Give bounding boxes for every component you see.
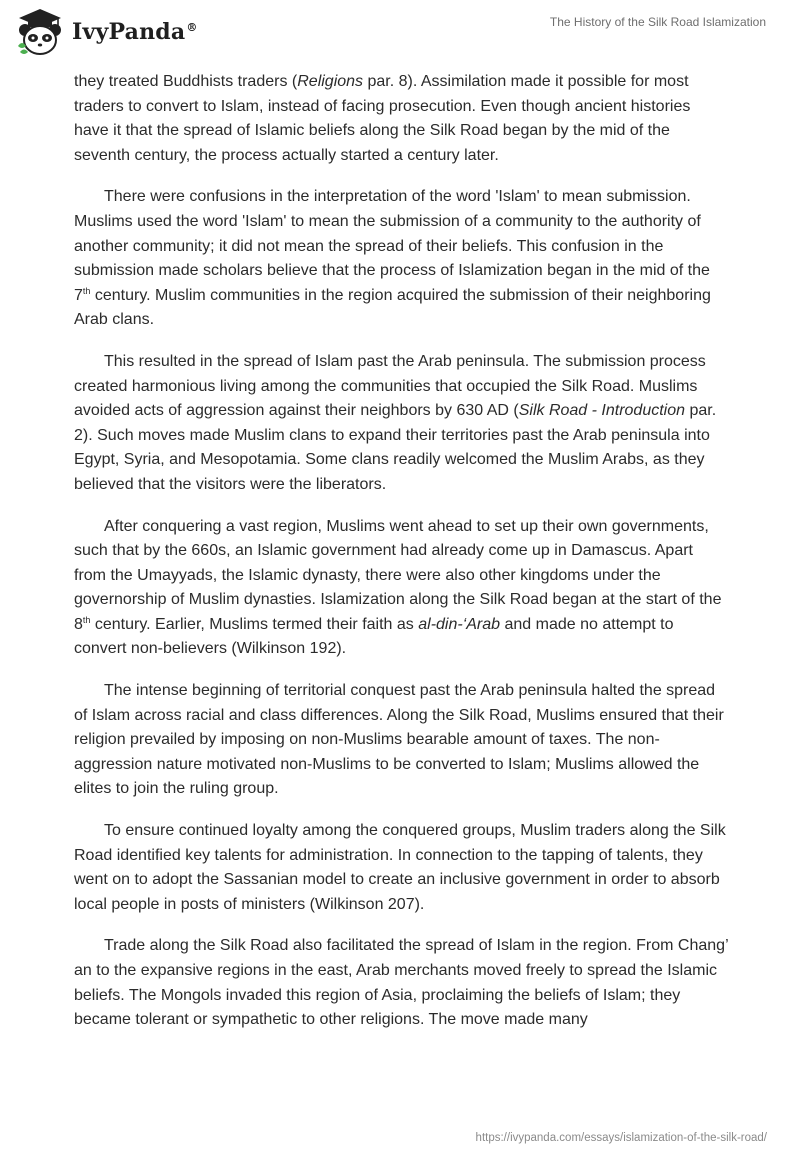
body-paragraph [74,515,729,663]
paragraph-text: and made no attempt to convert non-believers (Wilkinson 192). [74,615,674,658]
logo-text: IvyPanda® [72,19,198,45]
ordinal-superscript: th [82,614,91,625]
document-title: The History of the Silk Road Islamization [549,15,766,29]
body-paragraph [74,70,729,168]
body-paragraph [74,819,729,917]
body-paragraph [74,350,729,498]
italic-citation: al-din-‘Arab [418,615,501,633]
body-paragraph [74,185,729,333]
paragraph-text: There were confusions in the interpretation of the word 'Islam' to mean submission. Muslims used the word 'Islam' to mean the submission of a community to the authority of another community; it did not mean the spread of their beliefs. This confusion in the submission made scholars believe that the process of Islamization began in the mid of the 7 [74,188,710,304]
italic-citation: Silk Road - Introduction [518,402,686,420]
body-paragraph [74,679,729,802]
paragraph-text: The intense beginning of territorial conquest past the Arab peninsula halted the spread of Islam across racial and class differences. Along the Silk Road, Muslims ensured that their religion prevailed by imposing on non-Muslims bearable amount of taxes. The non-aggression nature motivated non-Muslims to be converted to Islam; Muslims allowed the elites to join the ruling group. [74,682,724,798]
paragraph-text: After conquering a vast region, Muslims went ahead to set up their own governments, such that by the 660s, an Islamic government had already come up in Damascus. Apart from the Umayyads, the Islamic dynasty, there were also other kingdoms under the governorship of Muslim dynasties. Islamization along the Silk Road began at the start of the 8 [74,517,722,633]
paragraph-text: To ensure continued loyalty among the conquered groups, Muslim traders along the Silk Road identified key talents for administration. In connection to the tapping of talents, they went on to adopt the Sassanian model to create an inclusive government in order to absorb local people in posts of ministers (Wilkinson 207). [74,822,726,913]
paragraph-text: they treated Buddhists traders ( [74,73,298,90]
ordinal-superscript: th [82,285,91,296]
body-paragraph [74,934,729,1032]
italic-citation: Religions [297,73,364,90]
paragraph-text: Trade along the Silk Road also facilitated the spread of Islam in the region. From Chang’ an to the expansive regions in the east, Arab merchants moved freely to spread the Islamic beliefs. The Mongols invaded this region of Asia, proclaiming the beliefs of Islam; they became tolerant or sympathetic to other religions. The move made many [74,937,729,1029]
paragraph-text: century. Earlier, Muslims termed their faith as [90,615,419,633]
paragraph-text: par. 8). Assimilation made it possible for most traders to convert to Islam, instead of facing prosecution. Even though ancient histories have it that the spread of Islamic beliefs along the Silk Road began by the mid of the seventh century, the process actually started a century later. [74,73,691,164]
ivypanda-logo[interactable] [14,6,198,58]
source-url[interactable]: https://ivypanda.com/essays/islamization-of-the-silk-road/ [475,1132,767,1144]
paragraph-text: century. Muslim communities in the region acquired the submission of their neighboring Arab clans. [74,286,711,329]
panda-graduate-icon [14,6,66,58]
page-header [0,0,800,70]
paragraph-text: This resulted in the spread of Islam past the Arab peninsula. The submission process created harmonious living among the communities that occupied the Silk Road. Muslims avoided acts of aggression against their neighbors by 630 AD ( [74,352,706,420]
paragraph-text: par. 2). Such moves made Muslim clans to expand their territories past the Arab peninsula into Egypt, Syria, and Mesopotamia. Some clans readily welcomed the Muslim Arabs, as they believed that the visitors were the liberators. [74,402,717,493]
essay-body [74,70,729,1050]
